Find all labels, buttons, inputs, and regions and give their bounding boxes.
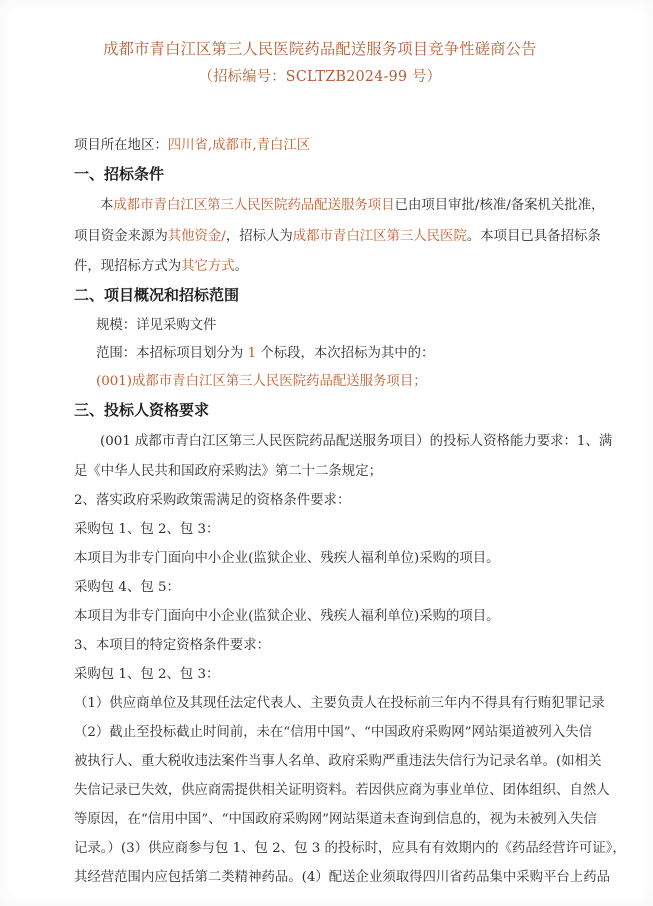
section3-line3: 2、落实政府采购政策需满足的资格条件要求： (74, 493, 351, 508)
section1-heading: 一、招标条件 (74, 165, 165, 183)
section3-line15: 记录。）(3）供应商参与包 1、包 2、包 3 的投标时，应具有有效期内的《药品经营许可证》， (74, 841, 626, 856)
section3-line6: 采购包 4、包 5： (74, 580, 180, 595)
location-value: 四川省,成都市,青白江区 (167, 138, 311, 153)
section3-line2: 足《中华人民共和国政府采购法》第二十二条规定； (74, 464, 382, 479)
text: 个标段，本次招标为其中的： (260, 346, 435, 361)
section1-line2 (74, 227, 601, 247)
section3-line8: 3、本项目的特定资格条件要求： (74, 638, 270, 653)
section1-line3 (74, 257, 248, 277)
section3-line9: 采购包 1、包 2、包 3： (74, 667, 220, 682)
text: 。 (234, 259, 249, 274)
section3-line16: 其经营范围内应包括第二类精神药品。(4）配送企业须取得四川省药品集中采购平台上药品 (74, 870, 610, 885)
scale-line: 规模：详见采购文件 (96, 318, 217, 333)
text: 本 (100, 198, 114, 213)
text: 。本项目已具备招标条 (466, 229, 601, 244)
location-label: 项目所在地区： (74, 138, 168, 153)
section3-line13: 失信记录已失效，供应商需提供相关证明资料。若因供应商为事业单位、团体组织、自然人 (74, 783, 610, 798)
location-line (74, 136, 310, 156)
range-line (96, 344, 434, 364)
text: 件，现招标方式为 (74, 259, 182, 274)
section1-line1 (100, 196, 604, 216)
text: 项目资金来源为 (74, 229, 168, 244)
text: 已由项目审批/核准/备案机关批准， (394, 198, 605, 213)
tenderer-name: 成都市青白江区第三人民医院 (292, 229, 467, 244)
section3-line1: (001 成都市青白江区第三人民医院药品配送服务项目）的投标人资格能力要求：1、满 (100, 434, 613, 449)
section3-line11: （2）截止至投标截止时间前，未在“信用中国”、“中国政府采购网”网站渠道被列入失信 (74, 725, 592, 740)
section3-line7: 本项目为非专门面向中小企业(监狱企业、残疾人福利单位)采购的项目。 (74, 609, 500, 624)
section3-heading: 三、投标人资格要求 (74, 401, 210, 419)
fund-source: 其他资金/ (167, 229, 226, 244)
document-title: 成都市青白江区第三人民医院药品配送服务项目竞争性磋商公告 (103, 40, 537, 58)
lot-count: 1 (247, 346, 257, 361)
bid-number: （招标编号：SCLTZB2024-99 号） (198, 69, 442, 85)
section3-line5: 本项目为非专门面向中小企业(监狱企业、残疾人福利单位)采购的项目。 (74, 551, 500, 566)
section3-line14: 等原因，在“信用中国”、“中国政府采购网”网站渠道未查询到信息的，视为未被列入失信 (74, 812, 597, 827)
section2-heading: 二、项目概况和招标范围 (74, 286, 240, 304)
section3-line4: 采购包 1、包 2、包 3： (74, 522, 220, 537)
lot-line: (001)成都市青白江区第三人民医院药品配送服务项目； (96, 374, 427, 389)
section3-line10: （1）供应商单位及其现任法定代表人、主要负责人在投标前三年内不得具有行贿犯罪记录 (74, 696, 605, 711)
text: 范围：本招标项目划分为 (96, 346, 244, 361)
project-name: 成都市青白江区第三人民医院药品配送服务项目 (113, 198, 395, 213)
section3-line12: 被执行人、重大税收违法案件当事人名单、政府采购严重违法失信行为记录名单。(如相关 (74, 754, 602, 769)
bid-method: 其它方式 (181, 259, 235, 274)
text: ，招标人为 (225, 229, 293, 244)
